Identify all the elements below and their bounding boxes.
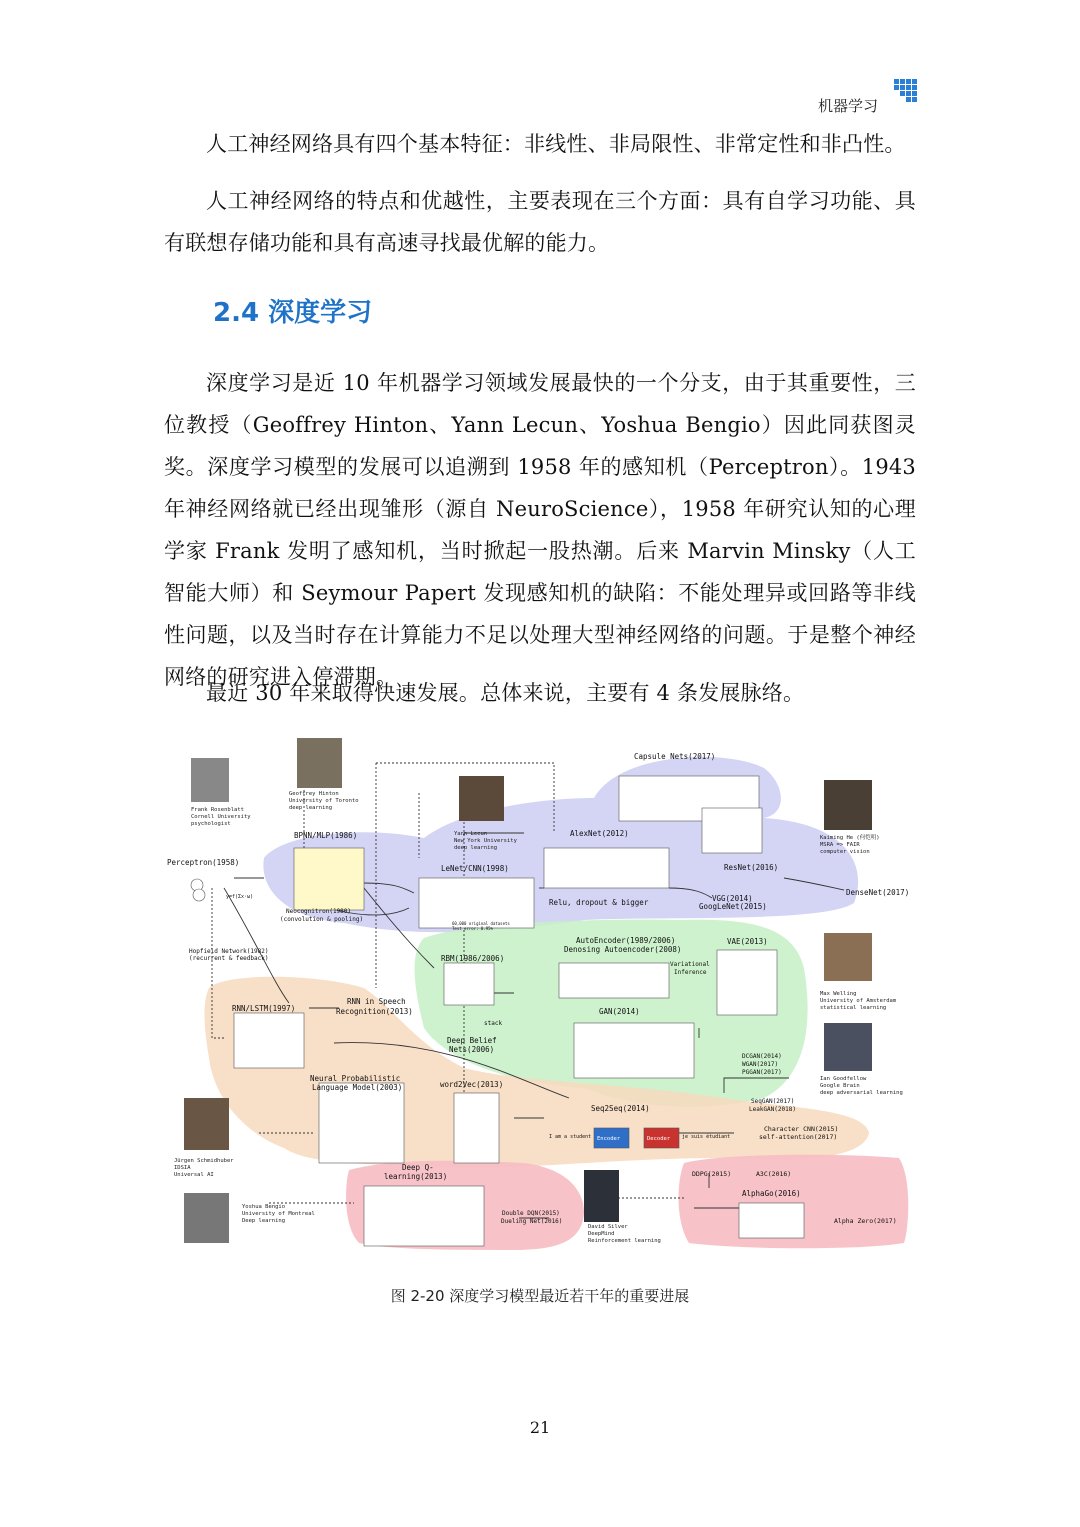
- node-gan: GAN(2014): [599, 1007, 640, 1016]
- node-charcnn2: self-attention(2017): [759, 1133, 838, 1141]
- svg-text:Kaiming He (何恺明): Kaiming He (何恺明): [820, 835, 880, 841]
- node-capsule: Capsule Nets(2017): [634, 752, 716, 761]
- svg-text:deep learning: deep learning: [454, 845, 498, 851]
- node-resnet: ResNet(2016): [724, 863, 779, 872]
- lenet-stats1: 60,000 original datasets: [452, 921, 510, 926]
- node-alphazero: Alpha Zero(2017): [834, 1217, 897, 1225]
- header-title: 机器学习: [818, 97, 879, 115]
- node-seqgan: SeqGAN(2017): [751, 1098, 795, 1105]
- node-y-eq: y=f(Σx·ω): [226, 894, 254, 900]
- lenet-stats2: Test error: 0.95%: [452, 926, 493, 931]
- svg-text:Yoshua Bengio: Yoshua Bengio: [242, 1204, 286, 1210]
- node-ae1: AutoEncoder(1989/2006): [576, 936, 676, 945]
- svg-text:David Silver: David Silver: [588, 1224, 628, 1230]
- svg-text:deep adversarial learning: deep adversarial learning: [820, 1090, 903, 1096]
- paragraph-advantages: 人工神经网络的特点和优越性，主要表现在三个方面：具有自学习功能、具有联想存储功能和具有高速寻找最优解的能力。: [164, 189, 916, 255]
- section-title: 2.4 深度学习: [213, 298, 373, 328]
- node-ae2: Denosing Autoencoder(2008): [564, 945, 682, 954]
- node-ddqn2: Dueling Net(2016): [501, 1218, 563, 1225]
- goodfellow-photo: [824, 1023, 872, 1071]
- node-pggan: PGGAN(2017): [742, 1069, 782, 1076]
- node-nplm1: Neural Probabilistic: [310, 1074, 401, 1083]
- node-w2v: word2Vec(2013): [440, 1080, 504, 1089]
- node-neocog2: (convolution & pooling): [280, 916, 364, 923]
- svg-text:IDSIA: IDSIA: [174, 1165, 191, 1171]
- svg-text:Universal AI: Universal AI: [174, 1172, 214, 1178]
- lecun-photo: [459, 776, 504, 821]
- node-alphago: AlphaGo(2016): [742, 1189, 801, 1198]
- svg-text:Frank Rosenblatt: Frank Rosenblatt: [191, 807, 244, 813]
- svg-text:Ian Goodfellow: Ian Goodfellow: [820, 1076, 867, 1082]
- svg-text:deep learning: deep learning: [289, 805, 333, 811]
- node-vi1: Variational: [670, 961, 710, 968]
- svg-text:University of Toronto: University of Toronto: [289, 798, 359, 804]
- node-vae: VAE(2013): [727, 937, 768, 946]
- node-dqn-title2: learning(2013): [384, 1172, 448, 1181]
- node-densenet: DenseNet(2017): [846, 888, 910, 897]
- rosenblatt-photo: [191, 758, 229, 802]
- node-vgg: VGG(2014): [712, 894, 753, 903]
- node-decoder: Decoder: [647, 1136, 671, 1142]
- svg-text:Jürgen Schmidhuber: Jürgen Schmidhuber: [174, 1158, 234, 1164]
- page-number: 21: [529, 1418, 551, 1437]
- svg-text:New York University: New York University: [454, 838, 517, 844]
- node-rbm: RBM(1986/2006): [441, 954, 505, 963]
- svg-text:MSRA => FAIR: MSRA => FAIR: [820, 842, 860, 848]
- node-rnnspeech2: Recognition(2013): [336, 1007, 413, 1016]
- node-dqn-title1: Deep Q-: [402, 1163, 434, 1172]
- node-hopfield2: (recurrent & feedback): [189, 955, 269, 962]
- svg-text:Cornell University: Cornell University: [191, 814, 251, 820]
- deep-learning-timeline-figure: [164, 738, 916, 1253]
- node-perceptron: Perceptron(1958): [167, 858, 240, 867]
- svg-text:DeepMind: DeepMind: [588, 1231, 615, 1237]
- paragraph-features: 人工神经网络具有四个基本特征：非线性、非局限性、非常定性和非凸性。: [206, 132, 906, 156]
- node-leakgan: LeakGAN(2018): [749, 1106, 796, 1113]
- silver-photo: [584, 1170, 619, 1222]
- node-wgan: WGAN(2017): [742, 1061, 779, 1068]
- paragraph-deep-learning: 深度学习是近 10 年机器学习领域发展最快的一个分支，由于其重要性，三位教授（Geoffrey Hinton、Yann Lecun、Yoshua Bengio）因此同获图灵奖。深度学习模型的发展可以追溯到 1958 年的感知机（Perceptron）。1943 年神经网络就已经出现雏形（源自 NeuroScience），1958 年研究认知的心理学家 Frank 发明了感知机，当时掀起一股热潮。后来 Marvin Minsky（人工智能大师）和 Seymour Papert 发现感知机的缺陷：不能处理异或回路等非线性问题，以及当时存在计算能力不足以处理大型神经网络的问题。于是整个神经网络的研究进入停滞期。: [164, 371, 916, 689]
- node-googlenet: GoogLeNet(2015): [699, 902, 767, 911]
- node-charcnn1: Character CNN(2015): [764, 1125, 839, 1133]
- node-relu: Relu, dropout & bigger: [549, 898, 649, 907]
- node-iamstudent: I am a student: [549, 1134, 592, 1140]
- paragraph-recent-progress: 最近 30 年来取得快速发展。总体来说，主要有 4 条发展脉络。: [206, 681, 805, 705]
- svg-text:psychologist: psychologist: [191, 821, 231, 827]
- node-jesuis: je suis étudiant: [682, 1134, 731, 1140]
- node-ddpg: DDPG(2015): [692, 1170, 732, 1178]
- svg-text:University of Montreal: University of Montreal: [242, 1211, 315, 1217]
- node-ddqn1: Double DQN(2015): [502, 1210, 560, 1217]
- node-neocog1: Neocognitron(1980): [286, 908, 352, 915]
- node-dbn2: Nets(2006): [449, 1045, 495, 1054]
- svg-text:University of Amsterdam: University of Amsterdam: [820, 998, 897, 1004]
- svg-text:Max Welling: Max Welling: [820, 991, 857, 997]
- hinton-photo: [297, 738, 342, 788]
- node-rnnspeech1: RNN in Speech: [347, 997, 406, 1006]
- node-alexnet: AlexNet(2012): [570, 829, 629, 838]
- node-dcgan: DCGAN(2014): [742, 1053, 782, 1060]
- logo-icon: [893, 78, 919, 106]
- svg-text:Reinforcement learning: Reinforcement learning: [588, 1238, 661, 1244]
- node-nplm2: Language Model(2003): [312, 1083, 403, 1092]
- node-stack: stack: [484, 1020, 503, 1027]
- node-rnn: RNN/LSTM(1997): [232, 1004, 296, 1013]
- svg-text:Google Brain: Google Brain: [820, 1083, 860, 1089]
- node-lenet: LeNet/CNN(1998): [441, 864, 509, 873]
- svg-text:Yann Lecun: Yann Lecun: [454, 831, 488, 837]
- bengio-photo: [184, 1193, 229, 1243]
- svg-text:Geoffrey Hinton: Geoffrey Hinton: [289, 791, 339, 797]
- schmidhuber-photo: [184, 1098, 229, 1150]
- svg-text:statistical learning: statistical learning: [820, 1005, 887, 1011]
- he-photo: [824, 780, 872, 830]
- figure-caption: 图 2-20 深度学习模型最近若干年的重要进展: [390, 1287, 690, 1305]
- node-bpnn: BPNN/MLP(1986): [294, 831, 358, 840]
- node-vi2: Inference: [674, 969, 707, 976]
- node-hopfield1: Hopfield Network(1982): [189, 948, 269, 955]
- node-dbn1: Deep Belief: [447, 1036, 497, 1045]
- node-seq2seq: Seq2Seq(2014): [591, 1104, 650, 1113]
- node-encoder: Encoder: [597, 1136, 621, 1142]
- svg-text:Deep learning: Deep learning: [242, 1218, 286, 1224]
- welling-photo: [824, 933, 872, 981]
- svg-text:computer vision: computer vision: [820, 849, 870, 855]
- node-a3c: A3C(2016): [756, 1170, 792, 1178]
